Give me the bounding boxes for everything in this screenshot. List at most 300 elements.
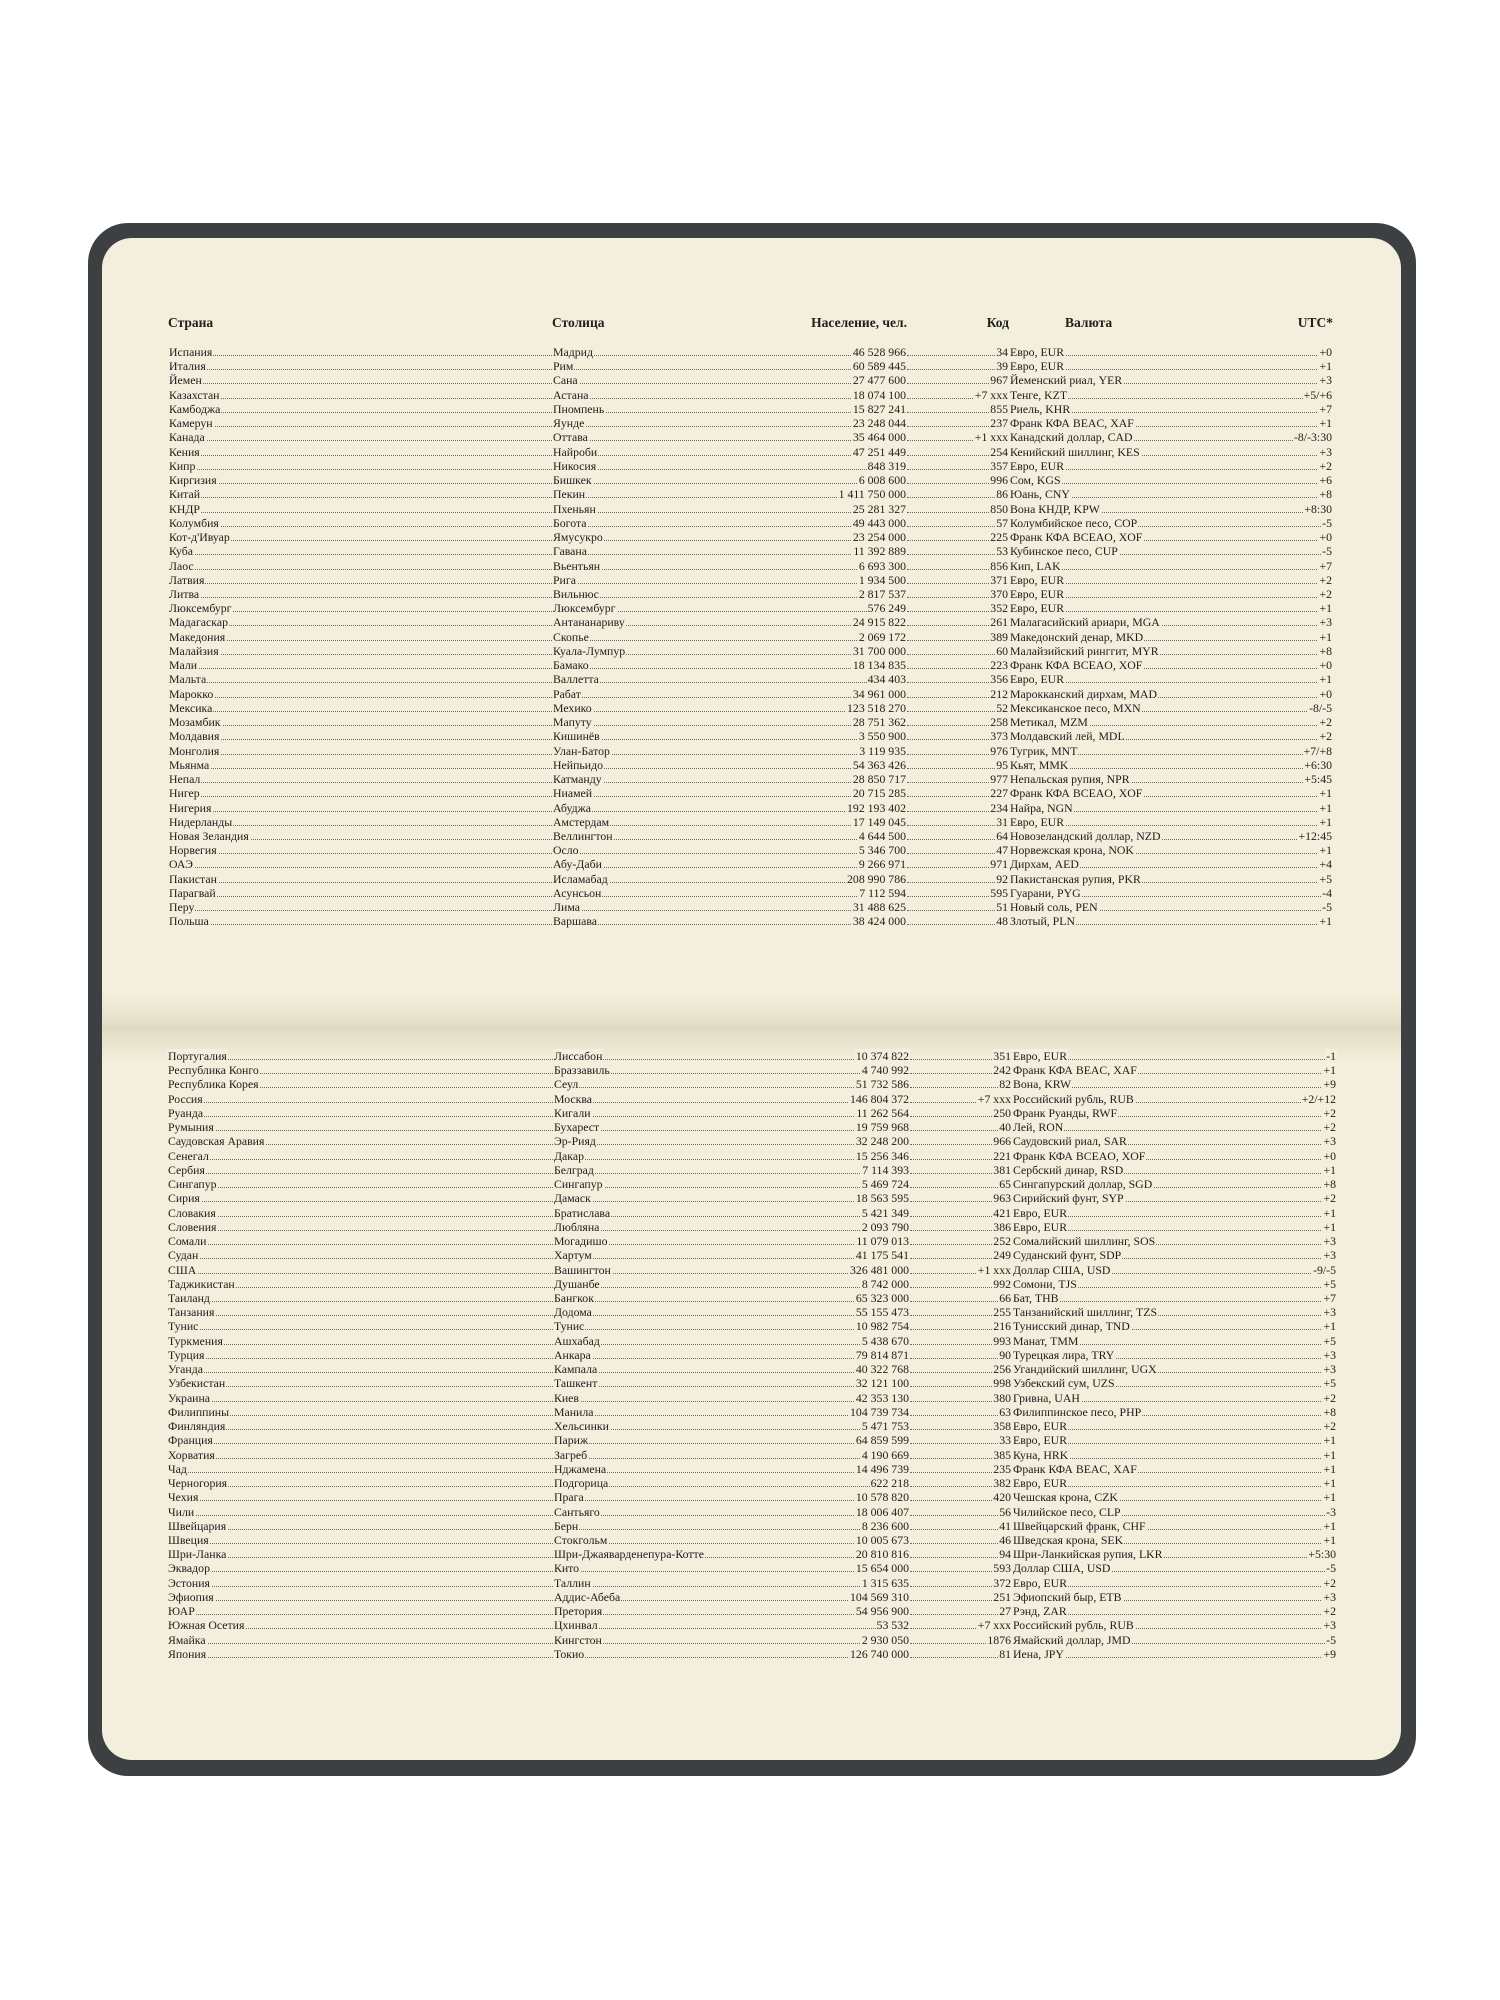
table-row: [102, 1305, 1401, 1319]
capital-cell-text: Вьентьян: [553, 558, 601, 573]
country-cell: [168, 872, 552, 886]
country-cell-text: Италия: [169, 359, 206, 374]
code-cell-text: 65: [999, 1177, 1011, 1192]
table-row: [102, 601, 1401, 615]
utc-cell: [1009, 687, 1333, 701]
capital-cell-text: Катманду: [553, 772, 602, 787]
population-text: 126 740 000: [850, 1646, 909, 1661]
utc-cell: [1012, 1063, 1337, 1077]
country-cell-text: Мозамбик: [169, 715, 221, 730]
table-row: [102, 1263, 1401, 1277]
country-cell: [168, 544, 552, 558]
utc-text: -9/-5: [1313, 1262, 1336, 1277]
utc-text: -3: [1326, 1504, 1336, 1519]
capital-cell-text: Осло: [553, 843, 579, 858]
population-cell: [552, 573, 907, 587]
capital-cell-text: Куала-Лумпур: [553, 643, 626, 658]
capital-cell-text: Мадрид: [553, 345, 593, 359]
currency-cell-text: Малайзийский ринггит, MYR: [1010, 643, 1159, 658]
code-cell: [910, 1063, 1012, 1077]
utc-cell: [1009, 359, 1333, 373]
capital-cell-text: Могадишо: [554, 1234, 608, 1249]
population-cell: [552, 715, 907, 729]
population-text: 42 353 130: [855, 1390, 909, 1405]
table-row: [102, 1206, 1401, 1220]
country-cell-text: Нигерия: [169, 800, 212, 815]
population-text: 64 859 599: [855, 1433, 909, 1448]
code-cell-text: 254: [990, 444, 1008, 459]
code-cell-text: +1 ххх: [974, 430, 1008, 445]
capital-cell-text: Сана: [553, 373, 578, 388]
population-text: 5 469 724: [861, 1177, 909, 1192]
population-cell: [552, 516, 907, 530]
population-text: 20 715 285: [852, 786, 906, 801]
utc-cell: [1009, 430, 1333, 444]
country-cell-text: Франция: [168, 1433, 213, 1448]
table-row: [102, 1533, 1401, 1547]
table-row: [102, 1618, 1401, 1632]
code-cell: [907, 744, 1009, 758]
code-cell-text: 382: [993, 1476, 1011, 1491]
utc-cell: [1012, 1490, 1337, 1504]
country-cell: [167, 1590, 553, 1604]
code-cell: [910, 1291, 1012, 1305]
capital-cell-text: Пхеньян: [553, 501, 596, 516]
code-cell-text: 227: [990, 786, 1008, 801]
country-cell-text: Ямайка: [168, 1632, 206, 1647]
code-cell: [907, 487, 1009, 501]
population-text: 15 256 346: [855, 1148, 909, 1163]
currency-cell-text: Кип, LAK: [1010, 558, 1061, 573]
country-cell-text: Португалия: [168, 1049, 227, 1063]
population-cell: [553, 1149, 910, 1163]
population-cell: [553, 1248, 910, 1262]
country-cell-text: Литва: [169, 586, 200, 601]
code-cell-text: 57: [996, 515, 1008, 530]
population-cell: [552, 687, 907, 701]
code-cell: [910, 1433, 1012, 1447]
currency-cell-text: Евро, EUR: [1013, 1433, 1068, 1448]
population-cell: [553, 1049, 910, 1063]
utc-cell: [1012, 1348, 1337, 1362]
utc-text: +2: [1323, 1105, 1336, 1120]
country-cell: [167, 1633, 553, 1647]
table-row: [102, 886, 1401, 900]
capital-cell-text: Гавана: [553, 544, 587, 559]
capital-cell-text: Кигали: [554, 1105, 591, 1120]
table-row: [102, 1547, 1401, 1561]
capital-cell-text: Браззавиль: [554, 1063, 610, 1078]
population-text: 10 005 673: [855, 1532, 909, 1547]
code-cell: [907, 758, 1009, 772]
capital-cell-text: Вашингтон: [554, 1262, 611, 1277]
population-text: 8 742 000: [861, 1276, 909, 1291]
countries-table-top: [102, 345, 1401, 929]
code-cell-text: 251: [993, 1589, 1011, 1604]
code-cell: [910, 1163, 1012, 1177]
utc-cell: [1009, 573, 1333, 587]
population-text: 23 254 000: [852, 530, 906, 545]
code-cell-text: 850: [990, 501, 1008, 516]
country-cell-text: США: [168, 1262, 197, 1277]
population-cell: [552, 758, 907, 772]
country-cell-text: Люксембург: [169, 601, 232, 616]
utc-text: +2: [1323, 1419, 1336, 1434]
code-cell-text: 977: [990, 772, 1008, 787]
currency-cell-text: Ямайский доллар, JMD: [1013, 1632, 1131, 1647]
table-row: [102, 559, 1401, 573]
code-cell: [910, 1248, 1012, 1262]
capital-cell-text: Кишинёв: [553, 729, 600, 744]
population-cell: [552, 402, 907, 416]
table-row: [102, 1348, 1401, 1362]
currency-cell-text: Эфиопский быр, ETB: [1013, 1589, 1122, 1604]
population-text: 10 374 822: [855, 1049, 909, 1063]
country-cell: [167, 1063, 553, 1077]
population-cell: [553, 1490, 910, 1504]
country-cell-text: Камерун: [169, 416, 213, 431]
population-cell: [553, 1077, 910, 1091]
population-cell: [553, 1448, 910, 1462]
country-cell: [168, 829, 552, 843]
utc-cell: [1009, 487, 1333, 501]
code-cell: [910, 1576, 1012, 1590]
code-cell: [910, 1505, 1012, 1519]
code-cell: [907, 573, 1009, 587]
code-cell: [910, 1462, 1012, 1476]
currency-cell-text: Сом, KGS: [1010, 473, 1061, 488]
header-capital: Столица: [552, 315, 605, 330]
table-row: [102, 530, 1401, 544]
utc-cell: [1009, 388, 1333, 402]
capital-cell-text: Ташкент: [554, 1376, 598, 1391]
utc-text: +7: [1323, 1290, 1336, 1305]
currency-cell-text: Евро, EUR: [1013, 1575, 1068, 1590]
code-cell-text: 380: [993, 1390, 1011, 1405]
table-row: [102, 1505, 1401, 1519]
country-cell-text: Парагвай: [169, 885, 216, 900]
utc-cell: [1012, 1433, 1337, 1447]
table-row: [102, 1106, 1401, 1120]
population-cell: [552, 744, 907, 758]
country-cell: [167, 1391, 553, 1405]
currency-cell-text: Евро, EUR: [1013, 1419, 1068, 1434]
code-cell-text: 82: [999, 1077, 1011, 1092]
header-population: Население, чел.: [811, 315, 907, 330]
utc-text: +3: [1323, 1234, 1336, 1249]
capital-cell-text: Кингстон: [554, 1632, 602, 1647]
country-cell: [167, 1248, 553, 1262]
table-row: [102, 459, 1401, 473]
population-text: 31 700 000: [852, 643, 906, 658]
code-cell-text: 81: [999, 1646, 1011, 1661]
code-cell-text: 90: [999, 1347, 1011, 1362]
capital-cell-text: Рабат: [553, 686, 581, 701]
table-row: [102, 786, 1401, 800]
country-cell-text: Кот-д'Ивуар: [169, 530, 230, 545]
population-text: 8 236 600: [861, 1518, 909, 1533]
utc-text: +5: [1323, 1333, 1336, 1348]
country-cell: [168, 487, 552, 501]
code-cell: [910, 1647, 1012, 1661]
currency-cell-text: Тугрик, MNT: [1010, 743, 1078, 758]
country-cell: [168, 857, 552, 871]
country-cell: [167, 1163, 553, 1177]
code-cell: [907, 630, 1009, 644]
currency-cell-text: Танзанийский шиллинг, TZS: [1013, 1305, 1158, 1320]
code-cell: [907, 473, 1009, 487]
country-cell-text: Киргизия: [169, 473, 217, 488]
country-cell: [168, 900, 552, 914]
table-row: [102, 1120, 1401, 1134]
code-cell-text: 41: [999, 1518, 1011, 1533]
population-text: 2 069 172: [858, 629, 906, 644]
utc-cell: [1009, 886, 1333, 900]
population-text: 2 093 790: [861, 1219, 909, 1234]
utc-cell: [1009, 544, 1333, 558]
country-cell: [167, 1419, 553, 1433]
utc-text: +3: [1319, 373, 1332, 388]
utc-cell: [1012, 1604, 1337, 1618]
capital-cell-text: Бангкок: [554, 1290, 594, 1305]
country-cell-text: Казахстан: [169, 387, 220, 402]
capital-cell-text: Валлетта: [553, 672, 599, 687]
table-row: [102, 544, 1401, 558]
utc-text: +2: [1319, 729, 1332, 744]
population-text: 15 827 241: [852, 401, 906, 416]
country-cell-text: Перу: [169, 900, 195, 915]
country-cell-text: Эстония: [168, 1575, 210, 1590]
country-cell: [168, 744, 552, 758]
table-row: [102, 615, 1401, 629]
population-text: 6 693 300: [858, 558, 906, 573]
utc-text: +1: [1323, 1532, 1336, 1547]
capital-cell-text: Кито: [554, 1561, 580, 1576]
table-row: [102, 687, 1401, 701]
population-text: 18 006 407: [855, 1504, 909, 1519]
currency-cell-text: Евро, EUR: [1010, 359, 1065, 374]
population-text: 19 759 968: [855, 1120, 909, 1135]
country-cell-text: Чад: [168, 1461, 187, 1476]
population-cell: [552, 388, 907, 402]
population-text: 848 319: [867, 458, 906, 473]
population-cell: [552, 445, 907, 459]
table-row: [102, 1590, 1401, 1604]
utc-cell: [1012, 1206, 1337, 1220]
code-cell-text: 856: [990, 558, 1008, 573]
utc-cell: [1009, 786, 1333, 800]
header-country: Страна: [168, 315, 214, 330]
currency-cell-text: Сомалийский шиллинг, SOS: [1013, 1234, 1156, 1249]
population-cell: [552, 473, 907, 487]
country-cell-text: Новая Зеландия: [169, 828, 249, 843]
currency-cell-text: Угандийский шиллинг, UGX: [1013, 1362, 1157, 1377]
country-cell: [168, 345, 552, 359]
country-cell: [168, 388, 552, 402]
population-text: 1 315 635: [861, 1575, 909, 1590]
code-cell: [910, 1120, 1012, 1134]
table-row: [102, 644, 1401, 658]
table-row: [102, 1419, 1401, 1433]
population-text: 5 471 753: [861, 1419, 909, 1434]
capital-cell-text: Пекин: [553, 487, 586, 502]
table-row: [102, 1334, 1401, 1348]
utc-text: +1: [1319, 359, 1332, 374]
currency-cell-text: Узбекский сум, UZS: [1013, 1376, 1115, 1391]
utc-cell: [1012, 1248, 1337, 1262]
country-cell: [168, 615, 552, 629]
utc-text: +2: [1319, 572, 1332, 587]
country-cell: [168, 801, 552, 815]
table-row: [102, 516, 1401, 530]
population-cell: [553, 1376, 910, 1390]
population-text: 38 424 000: [852, 914, 906, 929]
code-cell: [907, 459, 1009, 473]
currency-cell-text: Франк КФА BEAC, XAF: [1013, 1461, 1137, 1476]
utc-cell: [1009, 914, 1333, 928]
population-text: 7 114 393: [862, 1162, 909, 1177]
code-cell-text: 855: [990, 401, 1008, 416]
population-cell: [553, 1106, 910, 1120]
population-cell: [552, 559, 907, 573]
utc-text: +1: [1319, 672, 1332, 687]
country-cell: [168, 402, 552, 416]
capital-cell-text: Дамаск: [554, 1191, 591, 1206]
code-cell: [907, 772, 1009, 786]
currency-cell-text: Сирийский фунт, SYP: [1013, 1191, 1124, 1206]
capital-cell-text: Шри-Джаяварденепура-Котте: [554, 1547, 704, 1562]
country-cell-text: Эквадор: [168, 1561, 210, 1576]
utc-text: +5: [1319, 871, 1332, 886]
country-cell-text: Чехия: [168, 1490, 199, 1505]
currency-cell-text: Мексиканское песо, MXN: [1010, 700, 1141, 715]
country-cell-text: Кипр: [169, 458, 196, 473]
utc-cell: [1009, 516, 1333, 530]
population-text: 2 817 537: [858, 586, 906, 601]
code-cell-text: 351: [993, 1049, 1011, 1063]
utc-cell: [1009, 530, 1333, 544]
population-text: 25 281 327: [852, 501, 906, 516]
country-cell: [168, 587, 552, 601]
code-cell: [910, 1149, 1012, 1163]
code-cell-text: 357: [990, 458, 1008, 473]
currency-cell-text: Бат, THB: [1013, 1290, 1059, 1305]
currency-cell-text: Новый соль, PEN: [1010, 900, 1098, 915]
capital-cell-text: Прага: [554, 1490, 584, 1505]
population-text: 40 322 768: [855, 1362, 909, 1377]
utc-text: +8: [1323, 1177, 1336, 1192]
code-cell: [907, 516, 1009, 530]
utc-cell: [1012, 1277, 1337, 1291]
currency-cell-text: Евро, EUR: [1013, 1049, 1068, 1063]
country-cell: [168, 459, 552, 473]
population-cell: [552, 701, 907, 715]
code-cell-text: 976: [990, 743, 1008, 758]
population-cell: [552, 658, 907, 672]
capital-cell-text: Рим: [553, 359, 574, 374]
currency-cell-text: Рэнд, ZAR: [1013, 1604, 1067, 1619]
code-cell: [910, 1206, 1012, 1220]
utc-text: +3: [1323, 1134, 1336, 1149]
population-text: 1 934 500: [858, 572, 906, 587]
utc-text: +12:45: [1298, 828, 1332, 843]
utc-text: +8:30: [1304, 501, 1332, 516]
population-text: 1 411 750 000: [838, 487, 906, 502]
utc-text: -8/-5: [1309, 700, 1332, 715]
capital-cell-text: Астана: [553, 387, 589, 402]
capital-cell-text: Берн: [554, 1518, 579, 1533]
country-cell-text: Украина: [168, 1390, 211, 1405]
code-cell: [907, 900, 1009, 914]
code-cell-text: 420: [993, 1490, 1011, 1505]
currency-cell-text: Суданский фунт, SDP: [1013, 1248, 1122, 1263]
population-cell: [553, 1576, 910, 1590]
population-text: 15 654 000: [855, 1561, 909, 1576]
population-cell: [552, 914, 907, 928]
code-cell: [910, 1191, 1012, 1205]
population-cell: [553, 1561, 910, 1575]
country-cell: [167, 1206, 553, 1220]
currency-cell-text: Норвежская крона, NOK: [1010, 843, 1134, 858]
country-cell-text: Латвия: [169, 572, 205, 587]
utc-text: +1: [1323, 1205, 1336, 1220]
code-cell: [907, 416, 1009, 430]
code-cell-text: 258: [990, 715, 1008, 730]
code-cell-text: 389: [990, 629, 1008, 644]
population-cell: [552, 487, 907, 501]
capital-cell-text: Таллин: [554, 1575, 591, 1590]
capital-cell-text: Веллингтон: [553, 828, 613, 843]
country-cell: [167, 1519, 553, 1533]
currency-cell-text: Сербский динар, RSD: [1013, 1162, 1124, 1177]
code-cell: [910, 1077, 1012, 1091]
capital-cell-text: Ямусукро: [553, 530, 603, 545]
utc-text: +8: [1323, 1404, 1336, 1419]
capital-cell-text: Мехико: [553, 700, 592, 715]
population-cell: [552, 829, 907, 843]
utc-cell: [1009, 345, 1333, 359]
population-cell: [553, 1419, 910, 1433]
capital-cell-text: Мапуту: [553, 715, 592, 730]
code-cell-text: 421: [993, 1205, 1011, 1220]
utc-text: -5: [1322, 544, 1332, 559]
utc-cell: [1009, 502, 1333, 516]
population-cell: [552, 530, 907, 544]
table-row: [102, 1134, 1401, 1148]
utc-text: +1: [1319, 416, 1332, 431]
population-cell: [553, 1405, 910, 1419]
table-row: [102, 744, 1401, 758]
utc-text: +5: [1323, 1276, 1336, 1291]
table-row: [102, 430, 1401, 444]
utc-text: -1: [1326, 1049, 1336, 1063]
code-cell-text: 255: [993, 1305, 1011, 1320]
country-cell-text: Нидерланды: [169, 814, 233, 829]
code-cell: [910, 1234, 1012, 1248]
population-text: 4 740 992: [861, 1063, 909, 1078]
utc-text: +7: [1319, 401, 1332, 416]
capital-cell-text: Додома: [554, 1305, 592, 1320]
capital-cell-text: Абу-Даби: [553, 857, 602, 872]
table-row: [102, 416, 1401, 430]
population-cell: [552, 502, 907, 516]
code-cell: [910, 1590, 1012, 1604]
utc-text: -4: [1322, 885, 1332, 900]
utc-cell: [1009, 459, 1333, 473]
code-cell-text: 27: [999, 1604, 1011, 1619]
code-cell-text: +7 ххх: [977, 1091, 1011, 1106]
currency-cell-text: Шри-Ланкийская рупия, LKR: [1013, 1547, 1163, 1562]
